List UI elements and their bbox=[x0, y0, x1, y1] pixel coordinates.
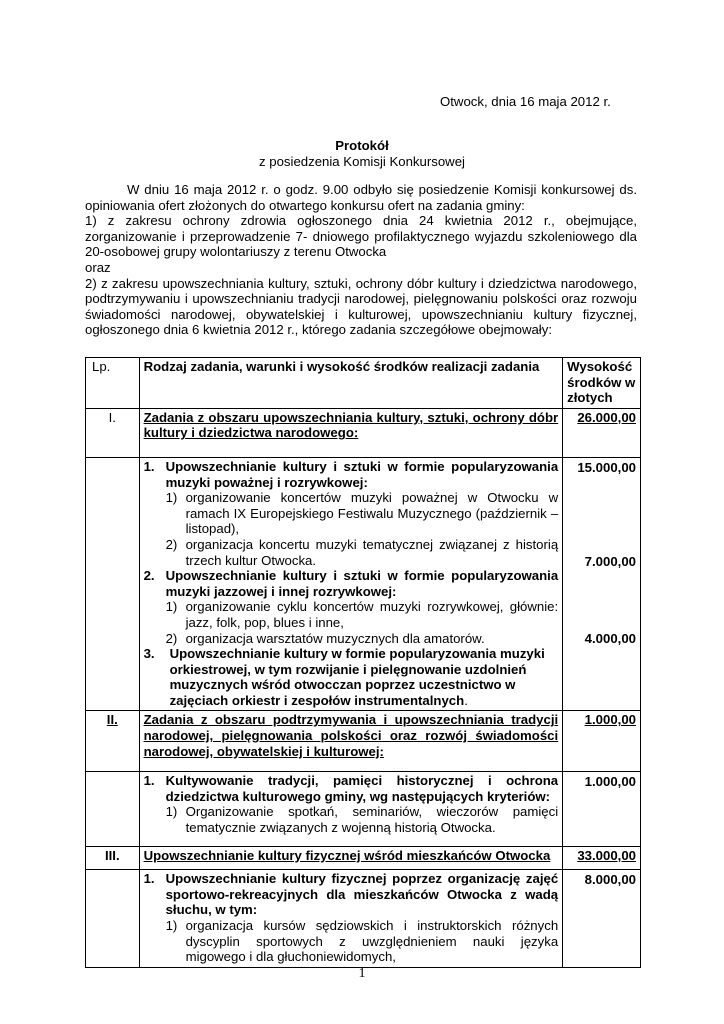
task-item: 1. Upowszechnianie kultury i sztuki w formie popularyzowania muzyki poważnej i rozrywkowej: bbox=[143, 458, 559, 490]
task-amounts bbox=[563, 870, 641, 968]
task-row bbox=[86, 457, 641, 711]
page-number: 1 bbox=[358, 966, 366, 981]
tasks-table bbox=[85, 357, 641, 968]
section-amount: 26.000,00 bbox=[563, 408, 641, 457]
subtask-item: 1) organizowanie koncertów muzyki poważnej w Otwocku w ramach IX Europejskiego Festiwalu Muzycznego (październik –listopad), bbox=[165, 490, 559, 537]
task-item: 3. Upowszechnianie kultury w formie popularyzowania muzyki orkiestrowej, w tym rozwijanie i pielęgnowanie uzdolnień muzycznych wśród otwocczan poprzez uczestnictwo w zajęciach orkiestr i zespołów instrumentalnych. bbox=[143, 646, 545, 708]
subtask-item: 1) organizacja kursów sędziowskich i instruktorskich różnych dyscyplin sportowych z uwzględnieniem nauki języka migowego i dla głuchoniewidomych, bbox=[165, 918, 559, 965]
intro-paragraph-1: W dniu 16 maja 2012 r. o godz. 9.00 odbyło się posiedzenie Komisji konkursowej ds. opiniowania ofert złożonych do otwartego konkursu ofert na zadania gminy: bbox=[85, 182, 637, 213]
task-list bbox=[139, 772, 563, 846]
section-title: Zadania z obszaru podtrzymywania i upowszechniania tradycji narodowej, pielęgnowania polskości oraz rozwój świadomości narodowej, obywatelskiej i kulturowej: bbox=[139, 711, 563, 772]
section-lp: III. bbox=[86, 846, 140, 870]
intro-text bbox=[85, 182, 637, 338]
document-date: Otwock, dnia 16 maja 2012 r. bbox=[440, 94, 611, 109]
header-task: Rodzaj zadania, warunki i wysokość środków realizacji zadania bbox=[139, 358, 563, 409]
task-amounts bbox=[563, 457, 641, 711]
task-row bbox=[86, 870, 641, 968]
task-item: 2. Upowszechnianie kultury i sztuki w formie popularyzowania muzyki jazzowej i innej rozrywkowej: bbox=[143, 568, 559, 599]
task-list bbox=[139, 457, 563, 711]
section-row bbox=[86, 408, 641, 457]
section-row bbox=[86, 846, 641, 870]
section-amount: 1.000,00 bbox=[563, 711, 641, 772]
subtask-item: 2) organizacja koncertu muzyki tematycznej związanej z historią trzech kultur Otwocka. bbox=[165, 536, 559, 568]
section-lp: I. bbox=[86, 408, 140, 457]
header-lp: Lp. bbox=[86, 358, 140, 409]
amount-value: 8.000,00 bbox=[584, 872, 636, 888]
task-amounts bbox=[563, 772, 641, 846]
task-item: 1. Upowszechnianie kultury fizycznej poprzez organizację zajęć sportowo-rekreacyjnych dla mieszkańców Otwocka z wadą słuchu, w tym: bbox=[143, 871, 559, 918]
document-subtitle: z posiedzenia Komisji Konkursowej bbox=[259, 154, 465, 169]
subtask-item: 1) organizowanie cyklu koncertów muzyki rozrywkowej, głównie: jazz, folk, pop, blues i inne, bbox=[165, 599, 559, 630]
table-header-row bbox=[86, 358, 641, 409]
amount-value: 7.000,00 bbox=[584, 553, 636, 569]
intro-paragraph-4: 2) z zakresu upowszechniania kultury, sztuki, ochrony dóbr kultury i dziedzictwa narodowego, podtrzymywaniu i upowszechnianiu tradycji narodowej, pielęgnowaniu polskości oraz rozwoju świadomości narodowej, obywatelskiej i kulturowej, upowszechnianiu kultury fizycznej, ogłoszonego dnia 6 kwietnia 2012 r., którego zadania szczegółowe obejmowały: bbox=[85, 275, 637, 338]
task-list bbox=[139, 870, 563, 968]
document-title: Protokół bbox=[335, 138, 389, 153]
header-amount: Wysokość środków w złotych bbox=[563, 358, 641, 409]
section-title: Upowszechnianie kultury fizycznej wśród mieszkańców Otwocka bbox=[139, 846, 563, 870]
section-lp: II. bbox=[86, 711, 140, 772]
section-amount: 33.000,00 bbox=[563, 846, 641, 870]
task-item: 1. Kultywowanie tradycji, pamięci historycznej i ochrona dziedzictwa kulturowego gminy, wg następujących kryteriów: bbox=[143, 773, 559, 804]
amount-value: 15.000,00 bbox=[577, 459, 636, 475]
section-row bbox=[86, 711, 641, 772]
amount-value: 4.000,00 bbox=[584, 631, 636, 647]
amount-value: 1.000,00 bbox=[584, 774, 636, 790]
subtask-item: 1) Organizowanie spotkań, seminariów, wieczorów pamięci tematycznie związanych z wojenną historią Otwocka. bbox=[165, 804, 559, 836]
intro-paragraph-2: 1) z zakresu ochrony zdrowia ogłoszonego dnia 24 kwietnia 2012 r., obejmujące, zorganizowanie i przeprowadzenie 7- dniowego profilaktycznego wyjazdu szkoleniowego dla 20-osobowej grupy wolontariuszy z terenu Otwocka bbox=[85, 213, 637, 260]
subtask-item: 2) organizacja warsztatów muzycznych dla amatorów. bbox=[165, 630, 485, 646]
intro-paragraph-3: oraz bbox=[85, 259, 111, 275]
task-row bbox=[86, 772, 641, 846]
section-title: Zadania z obszaru upowszechniania kultury, sztuki, ochrony dóbr kultury i dziedzictwa narodowego: bbox=[139, 408, 563, 457]
